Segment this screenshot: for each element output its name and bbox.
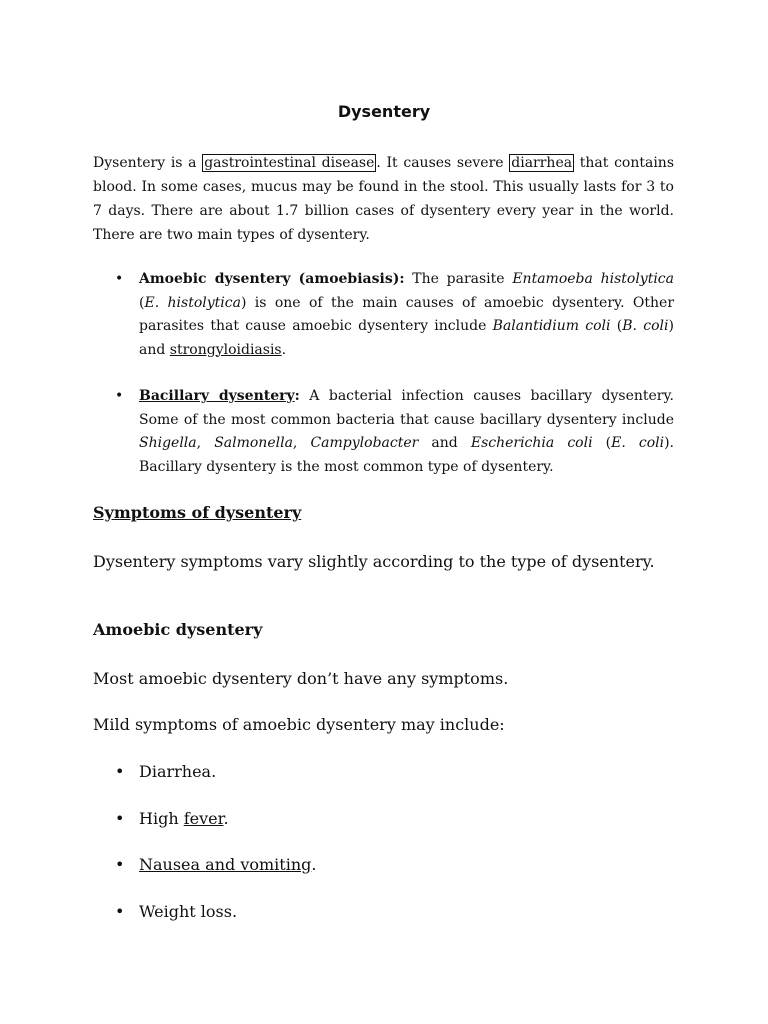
bacillary-text-6: ). Bacillary dysentery is the most common type of dysentery. xyxy=(139,435,675,475)
bacillary-text-3: , xyxy=(292,435,311,451)
list-item xyxy=(93,807,674,831)
fever-link[interactable]: fever xyxy=(183,808,224,828)
bacillary-italic-5: E. coli xyxy=(611,435,665,451)
list-item xyxy=(93,760,674,784)
intro-text-3: that contains blood. In some cases, mucus may be found in the stool. This usually lasts for 3 to 7 days. There are about 1.7 billion cases of dysentery every year in the world. There are two main types of dysentery. xyxy=(93,155,674,243)
bullet-icon: • xyxy=(115,271,124,287)
amoebic-italic-4: B. coli xyxy=(622,318,669,334)
symptoms-intro: Dysentery symptoms vary slightly according to the type of dysentery. xyxy=(93,552,655,571)
amoebic-text-2: ( xyxy=(139,294,145,311)
bullet-icon: • xyxy=(115,901,125,921)
amoebic-text-5: ) and xyxy=(139,318,674,358)
list-item-amoebic xyxy=(93,268,674,362)
bacillary-italic-2: Salmonella xyxy=(214,435,293,451)
section-heading: Symptoms of dysentery xyxy=(93,503,302,522)
list-item xyxy=(93,900,674,924)
diarrhea-link[interactable]: diarrhea xyxy=(511,155,573,171)
paragraph-no-symptoms: Most amoebic dysentery don’t have any symptoms. xyxy=(93,669,509,688)
bacillary-text-1: A bacterial infection causes bacillary dysentery. Some of the most common bacteria that cause bacillary dysentery include xyxy=(139,388,674,428)
nausea-vomiting-link[interactable]: Nausea and vomiting xyxy=(139,855,312,874)
bacillary-text-4: and xyxy=(418,435,471,451)
bullet-icon: • xyxy=(115,762,125,781)
symptom-pre: High xyxy=(139,808,184,828)
bacillary-italic-1: Shigella xyxy=(139,435,197,451)
gastrointestinal-disease-link[interactable]: gastrointestinal disease xyxy=(204,155,375,171)
symptom-post: . xyxy=(311,855,317,874)
amoebic-text-1: The parasite xyxy=(404,271,513,287)
bacillary-colon: : xyxy=(294,388,300,404)
symptom-post: . xyxy=(223,808,229,828)
sub-heading: Amoebic dysentery xyxy=(93,620,263,639)
symptom-text: Diarrhea. xyxy=(139,762,217,781)
amoebic-text-6: . xyxy=(281,341,287,358)
intro-text-1: Dysentery is a xyxy=(93,155,203,171)
intro-text-2: . It causes severe xyxy=(376,155,510,171)
list-item xyxy=(93,853,674,877)
strongyloidiasis-link[interactable]: strongyloidiasis xyxy=(169,341,282,358)
dysentery-types-list xyxy=(93,268,674,479)
page-title: Dysentery xyxy=(337,102,431,121)
paragraph-mild-symptoms: Mild symptoms of amoebic dysentery may include: xyxy=(93,715,505,734)
bullet-icon: • xyxy=(115,808,125,828)
symptoms-list xyxy=(93,760,674,946)
amoebic-heading: Amoebic dysentery (amoebiasis): xyxy=(139,271,405,287)
bacillary-text-5: ( xyxy=(592,435,612,451)
amoebic-italic-1: Entamoeba histolytica xyxy=(512,271,674,287)
bacillary-text-2: , xyxy=(196,435,215,451)
amoebic-italic-2: E. histolytica xyxy=(144,294,241,311)
amoebic-italic-3: Balantidium coli xyxy=(492,318,611,334)
intro-paragraph xyxy=(93,151,674,247)
bacillary-heading-link[interactable]: Bacillary dysentery xyxy=(139,388,295,404)
bullet-icon: • xyxy=(115,388,124,404)
list-item-bacillary xyxy=(93,385,674,479)
amoebic-text-4: ( xyxy=(610,318,623,334)
bacillary-italic-4: Escherichia coli xyxy=(470,435,593,451)
bullet-icon: • xyxy=(115,855,125,874)
symptom-text: Weight loss. xyxy=(139,901,238,921)
bacillary-italic-3: Campylobacter xyxy=(310,435,419,451)
amoebic-text-3: ) is one of the main causes of amoebic dysentery. Other parasites that cause amoebic dysentery include xyxy=(139,294,675,334)
